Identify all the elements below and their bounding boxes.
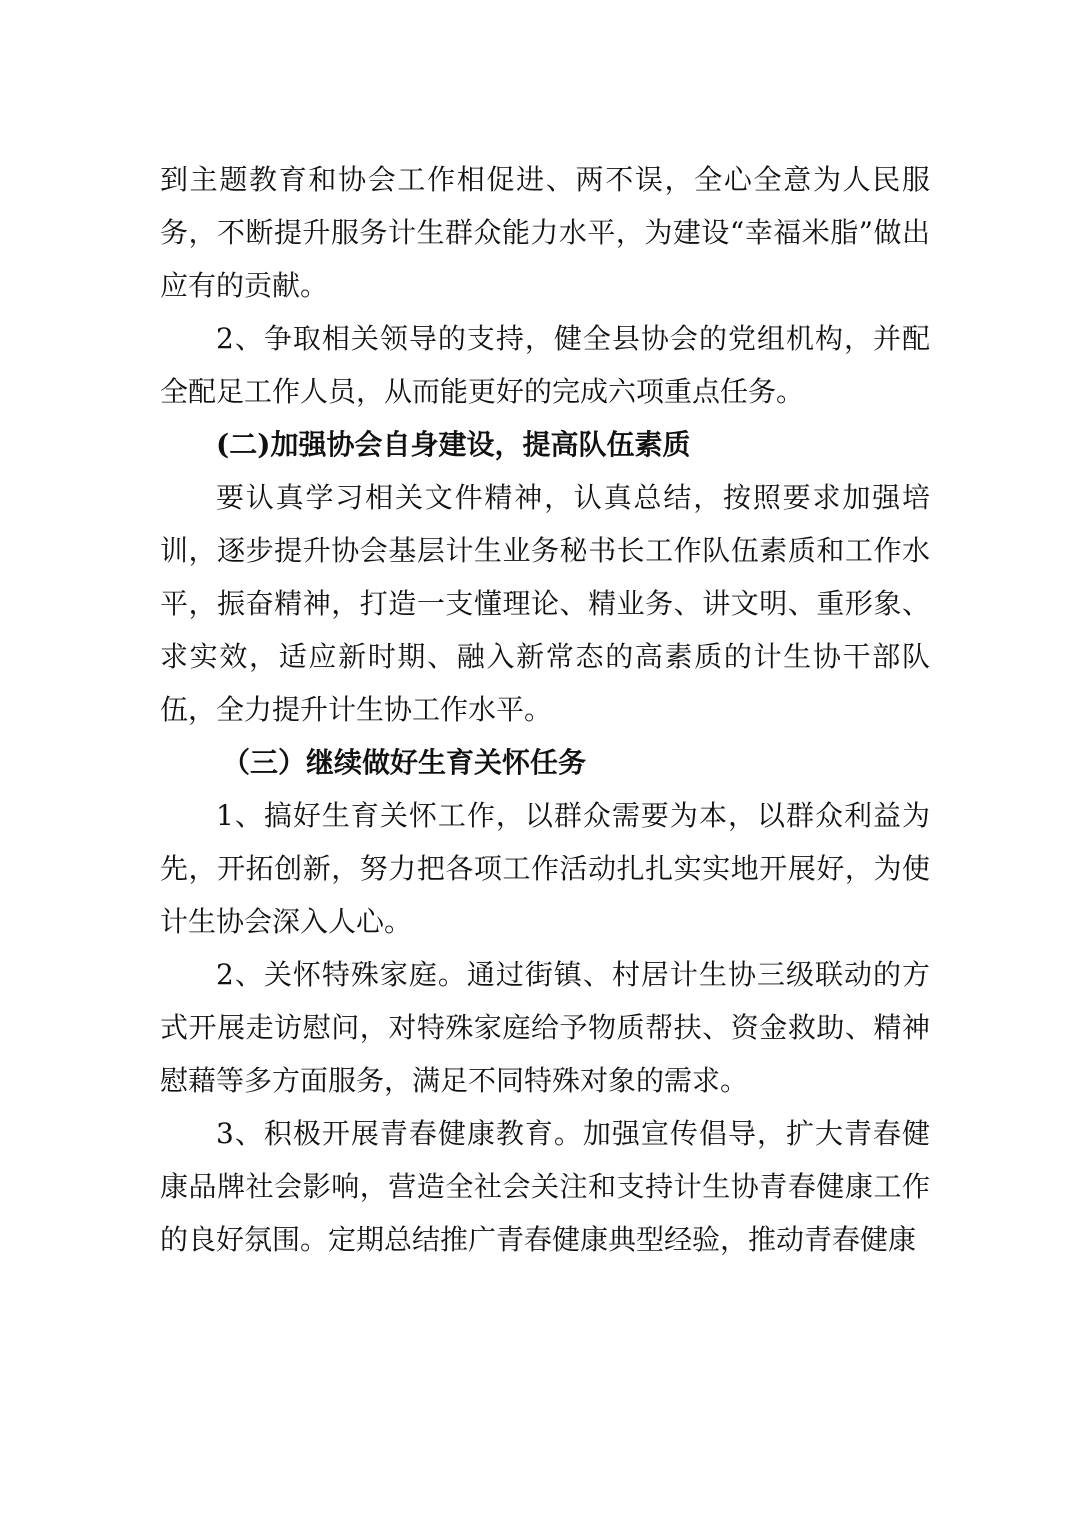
section-heading-3: （三）继续做好生育关怀任务 (222, 746, 587, 779)
section-heading-2: (二)加强协会自身建设，提高队伍素质 (216, 428, 691, 461)
paragraph-team-quality: 要认真学习相关文件精神，认真总结，按照要求加强培训，逐步提升协会基层计生业务秘书长工作队伍素质和工作水平，振奋精神，打造一支懂理论、精业务、讲文明、重形象、求实效，适应新时期、融入新常态的高素质的计生协干部队伍，全力提升计生协工作水平。 (160, 481, 930, 726)
paragraph-item-2-special-families: 2、关怀特殊家庭。通过街镇、村居计生协三级联动的方式开展走访慰问，对特殊家庭给予物质帮扶、资金救助、精神慰藉等多方面服务，满足不同特殊对象的需求。 (160, 958, 930, 1097)
paragraph-item-1-care-work: 1、搞好生育关怀工作，以群众需要为本，以群众利益为先，开拓创新，努力把各项工作活动扎扎实实地开展好，为使计生协会深入人心。 (160, 799, 930, 938)
document-body (160, 153, 930, 1266)
paragraph-item-3-youth-health: 3、积极开展青春健康教育。加强宣传倡导，扩大青春健康品牌社会影响，营造全社会关注和支持计生协青春健康工作的良好氛围。定期总结推广青春健康典型经验，推动青春健康 (160, 1117, 930, 1256)
paragraph-item-2-leadership-support: 2、争取相关领导的支持，健全县协会的党组机构，并配全配足工作人员，从而能更好的完成六项重点任务。 (160, 322, 930, 408)
paragraph-continuation: 到主题教育和协会工作相促进、两不误，全心全意为人民服务，不断提升服务计生群众能力水平，为建设“幸福米脂”做出应有的贡献。 (160, 163, 930, 302)
